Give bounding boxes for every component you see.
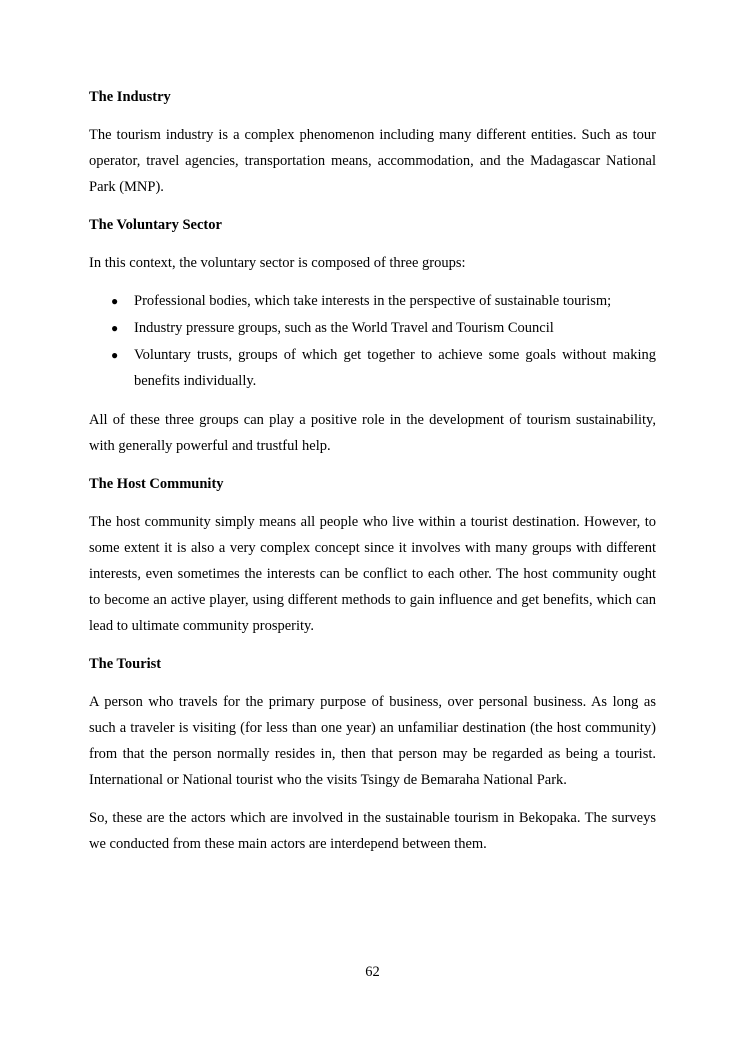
voluntary-sector-intro: In this context, the voluntary sector is composed of three groups:: [89, 255, 466, 271]
list-item: [89, 315, 656, 341]
section-heading-industry: The Industry: [89, 89, 171, 105]
tourist-paragraph: A person who travels for the primary purpose of business, over personal business. As long as such a traveler is visiting (for less than one year) an unfamiliar destination (the host community) from that the person normally resides in, then that person may be regarded as being a tourist. International or National tourist who the visits Tsingy de Bemaraha National Park.: [89, 694, 656, 788]
bullet-icon: ●: [111, 348, 119, 362]
conclusion-paragraph: So, these are the actors which are involved in the sustainable tourism in Bekopaka. The surveys we conducted from these main actors are interdepend between them.: [89, 810, 656, 852]
list-item: [89, 288, 656, 314]
host-community-paragraph: The host community simply means all people who live within a tourist destination. However, to some extent it is also a very complex concept since it involves with many groups with different interests, even sometimes the interests can be conflict to each other. The host community ought to become an active player, using different methods to gain influence and get benefits, which can lead to ultimate community prosperity.: [89, 514, 656, 634]
voluntary-sector-closing: All of these three groups can play a positive role in the development of tourism sustainability, with generally powerful and trustful help.: [89, 412, 656, 454]
list-item-text: Professional bodies, which take interests in the perspective of sustainable tourism;: [134, 293, 612, 309]
bullet-icon: ●: [111, 321, 119, 335]
list-item-text: Industry pressure groups, such as the World Travel and Tourism Council: [134, 320, 554, 336]
voluntary-groups-list: [89, 288, 656, 394]
section-heading-host-community: The Host Community: [89, 476, 224, 492]
list-item-text: Voluntary trusts, groups of which get together to achieve some goals without making benefits individually.: [134, 347, 656, 389]
document-page: [89, 84, 656, 857]
industry-paragraph: The tourism industry is a complex phenomenon including many different entities. Such as tour operator, travel agencies, transportation means, accommodation, and the Madagascar National Park (MNP).: [89, 127, 656, 195]
list-item: [89, 342, 656, 394]
page-number: 62: [365, 964, 380, 980]
section-heading-tourist: The Tourist: [89, 656, 162, 672]
bullet-icon: ●: [111, 294, 119, 308]
section-heading-voluntary-sector: The Voluntary Sector: [89, 217, 222, 233]
